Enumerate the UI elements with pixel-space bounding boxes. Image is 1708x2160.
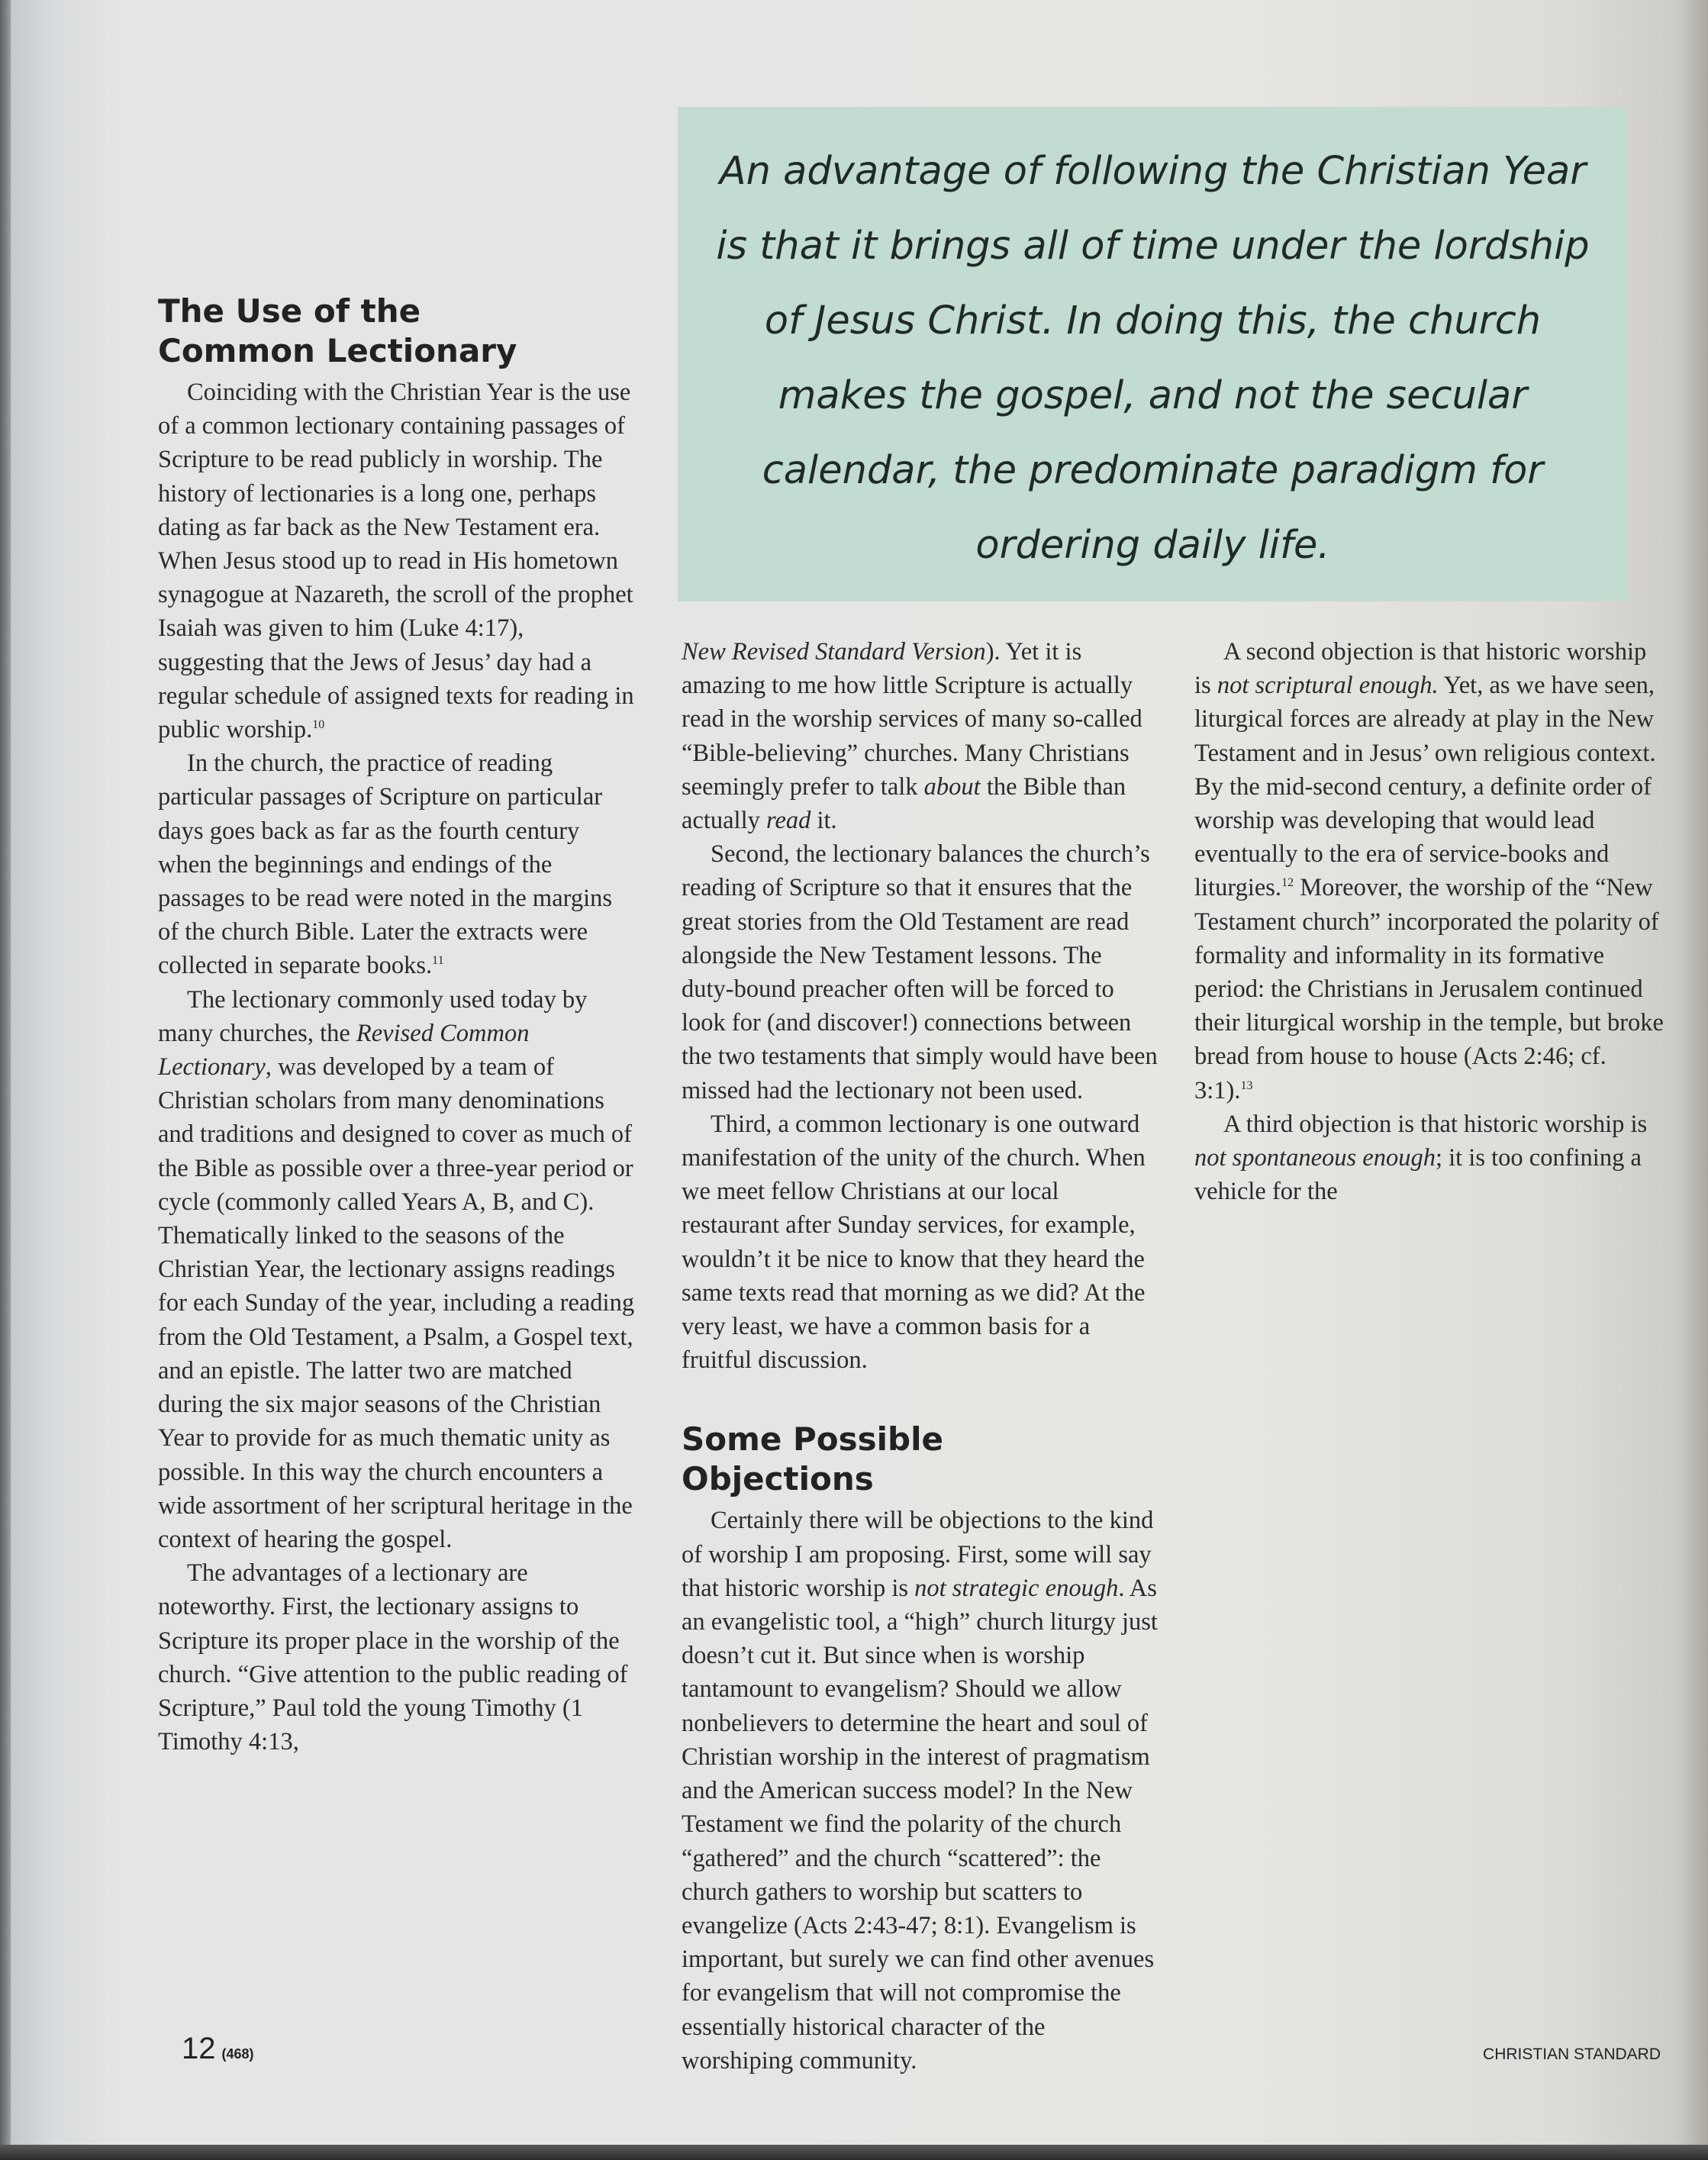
publication-name: CHRISTIAN STANDARD xyxy=(1483,2046,1661,2063)
italic-phrase: not strategic enough xyxy=(914,1574,1119,1602)
pull-quote-text: An advantage of following the Christian Year is that it brings all of time under the lordship of Jesus Christ. In doing this, the church makes the gospel, and not the secular calendar, the predominate paradigm for ordering daily life. xyxy=(716,149,1590,568)
paragraph xyxy=(1194,635,1664,1107)
page-number: 12 xyxy=(182,2032,216,2065)
footnote-ref: 10 xyxy=(312,718,325,732)
paragraph xyxy=(1194,1107,1664,1209)
paragraph xyxy=(682,1504,1159,2077)
paragraph-text: ). Yet it is amazing to me how little Scripture is actually read in the worship services of many so-called “Bible-believing” churches. Many Christians seemingly prefer to talk xyxy=(682,638,1142,801)
pull-quote-box xyxy=(678,107,1628,601)
page-spine-shadow xyxy=(0,0,11,2145)
paragraph-continued xyxy=(682,635,1159,837)
paragraph xyxy=(682,1107,1159,1378)
footnote-ref: 11 xyxy=(432,954,444,968)
paragraph xyxy=(158,983,635,1556)
footnote-ref: 13 xyxy=(1240,1078,1253,1092)
issue-page-number: (468) xyxy=(221,2046,254,2062)
paragraph-text: . As an evangelistic tool, a “high” church liturgy just doesn’t cut it. But since when is worship tantamount to evangelism? Should we allow nonbelievers to determine the heart and soul of Christian worship in the interest of pragmatism and the American success model? In the New Testament we find the polarity of the church “gathered” and the church “scattered”: the church gathers to worship but scatters to evangelize (Acts 2:43-47; 8:1). Evangelism is important, but surely we can find other avenues for evangelism that will not compromise the essentially historical character of the worshiping community. xyxy=(682,1574,1158,2075)
paragraph xyxy=(682,837,1159,1107)
paragraph-text: ; it is too confining a vehicle for the xyxy=(1194,1144,1642,1206)
paragraph-text: A second objection is that historic worship is xyxy=(1194,638,1647,700)
heading-line: The Use of the xyxy=(158,292,421,330)
italic-phrase: not scriptural enough. xyxy=(1217,672,1439,700)
paragraph-text: Yet, as we have seen, liturgical forces are already at play in the New Testament and in Jesus’ own religious context. By the mid-second century, a definite order of worship was developing that would lead eventually to the era of service-books and liturgies. xyxy=(1194,672,1656,902)
background-strip xyxy=(0,2145,1708,2160)
paragraph xyxy=(158,376,635,746)
paragraph-text: Second, the lectionary balances the church’s reading of Scripture so that it ensures that the great stories from the Old Testament are read alongside the New Testament lessons. The duty-bound preacher often will be forced to look for (and discover!) connections between the two testaments that simply would have been missed had the lectionary not been used. xyxy=(682,840,1158,1104)
paragraph-text: Third, a common lectionary is one outward manifestation of the unity of the church. When we meet fellow Christians at our local restaurant after Sunday services, for example, wouldn’t it be nice to know that they heard the same texts read that morning as we did? At the very least, we have a common basis for a fruitful discussion. xyxy=(682,1110,1146,1375)
italic-title: New Revised Standard Version xyxy=(682,638,986,666)
paragraph xyxy=(158,746,635,982)
article-column-1 xyxy=(158,292,635,1759)
section-heading-objections xyxy=(682,1420,1159,1499)
paragraph-text: Certainly there will be objections to the kind of worship I am proposing. First, some will say that historic worship is xyxy=(682,1507,1154,1602)
footnote-ref: 12 xyxy=(1281,876,1294,890)
heading-line: Objections xyxy=(682,1460,874,1498)
section-spacer xyxy=(682,1377,1159,1420)
paragraph-text: , was developed by a team of Christian scholars from many denominations and traditions and designed to cover as much of the Bible as possible over a three-year period or cycle (commonly called Years A, B, and C). Thematically linked to the seasons of the Christian Year, the lectionary assigns readings for each Sunday of the year, including a reading from the Old Testament, a Psalm, a Gospel text, and an epistle. The latter two are matched during the six major seasons of the Christian Year to provide for as much thematic unity as possible. In this way the church encounters a wide assortment of her scriptural heritage in the context of hearing the gospel. xyxy=(158,1053,635,1553)
paragraph-text: Coinciding with the Christian Year is the use of a common lectionary containing passages of Scripture to be read publicly in worship. The history of lectionaries is a long one, perhaps dating as far back as the New Testament era. When Jesus stood up to read in His hometown synagogue at Nazareth, the scroll of the prophet Isaiah was given to him (Luke 4:17), suggesting that the Jews of Jesus’ day had a regular schedule of assigned texts for reading in public worship. xyxy=(158,379,634,744)
paragraph-text: Moreover, the worship of the “New Testament church” incorporated the polarity of formality and informality in its formative period: the Christians in Jerusalem continued their liturgical worship in the temple, but broke bread from house to house (Acts 2:46; cf. 3:1). xyxy=(1194,874,1664,1104)
section-heading-lectionary xyxy=(158,292,635,371)
paragraph-text: The advantages of a lectionary are noteworthy. First, the lectionary assigns to Scripture its proper place in the worship of the church. “Give attention to the public reading of Scripture,” Paul told the young Timothy (1 Timothy 4:13, xyxy=(158,1559,628,1756)
paragraph-text: The lectionary commonly used today by many churches, the xyxy=(158,985,588,1047)
paragraph-text: it. xyxy=(810,807,837,835)
italic-phrase: not spontaneous enough xyxy=(1194,1144,1436,1172)
italic-word: about xyxy=(923,772,981,801)
page-edge-shadow xyxy=(1677,0,1708,2145)
paragraph-text: the Bible than actually xyxy=(682,772,1126,835)
paragraph-text: In the church, the practice of reading particular passages of Scripture on particular days goes back as far as the fourth century when the beginnings and endings of the passages to be read were noted in the margins of the church Bible. Later the extracts were collected in separate books. xyxy=(158,750,613,980)
italic-title: Revised Common Lectionary xyxy=(158,1019,530,1082)
page-footer-left xyxy=(182,2032,254,2066)
paragraph-text: A third objection is that historic worship is xyxy=(1223,1110,1648,1138)
heading-line: Some Possible xyxy=(682,1420,943,1459)
heading-line: Common Lectionary xyxy=(158,332,517,369)
article-column-3 xyxy=(1194,635,1664,1208)
article-column-2 xyxy=(682,635,1159,2078)
paragraph-advantages xyxy=(158,1556,635,1759)
italic-word: read xyxy=(766,807,811,835)
